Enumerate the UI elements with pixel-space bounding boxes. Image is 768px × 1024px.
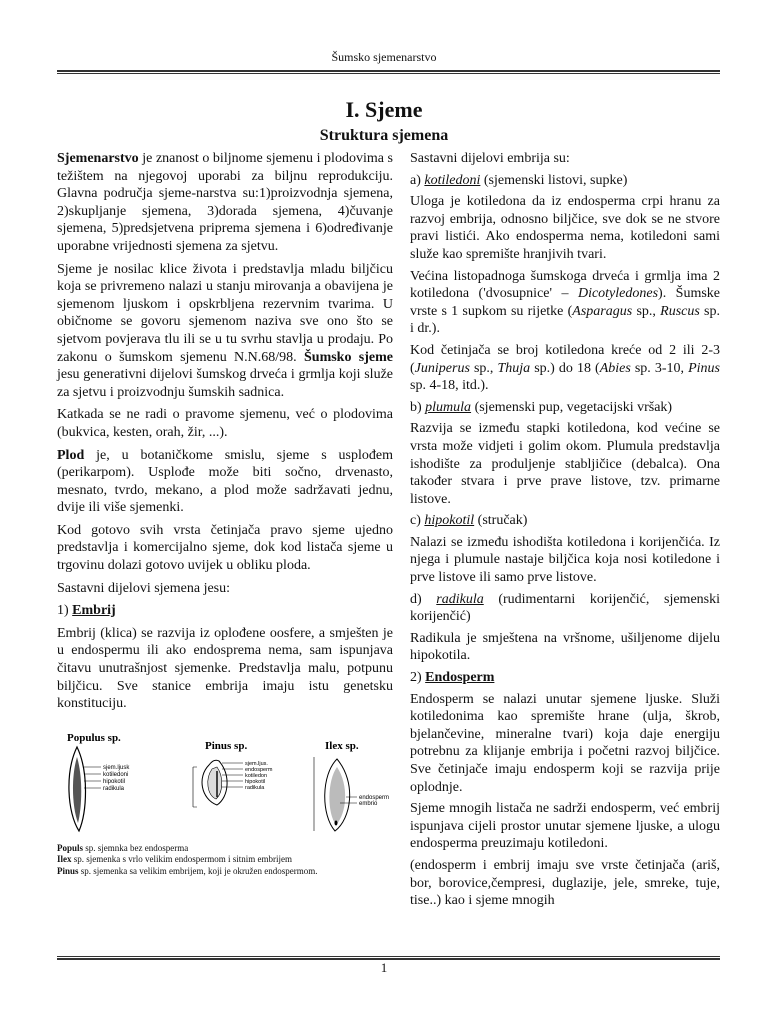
ilex-seed-drawing [314,757,357,831]
figure-caption [57,843,393,878]
paragraph-sjeme: Sjeme je nosilac klice života i predstavlja mladu biljčicu koja se privremeno nalazi u stanju mirovanja a obavijena je sjemenom ljuskom i opskrbljena rezervnim tvarima. U običnome se govoru sjemenom naziva sve ono što se sjetvom povjerava tlu ili se u tu svrhu stavlja u prodaju. Po zakonu o šumskom sjemenu N.N.68/98. Šumsko sjeme jesu generativni dijelovi šumskog drveća i grmlja koji služe za sjetvu i proizvodnju šumskih sadnica. [57,261,393,400]
paragraph-plod: Plod je, u botaničkome smislu, sjeme s usplođem (perikarpom). Usplođe može biti sočno, drvenasto, mesnato, tvrdo, mekano, a plod može sadržavati jednu, dvije ili više sjemenki. [57,447,393,516]
item-kotiledoni: a) kotiledoni (sjemenski listovi, supke) [410,172,628,188]
left-column [57,150,393,877]
section-subtitle: Struktura sjemena [319,127,449,144]
svg-text:sjem.ljus.: sjem.ljus. [245,760,268,767]
paragraph-cetinjace: Kod gotovo svih vrsta četinjača pravo sjeme ujedno predstavlja i komercijalno sjeme, dok kod listača sjeme u trgovinu dolazi gotovo uvijek u obliku ploda. [57,522,393,574]
running-title: Šumsko sjemenarstvo [331,50,437,64]
svg-text:endosperm: endosperm [245,766,273,773]
paragraph-embrij: Embrij (klica) se razvija iz oplođene oosfere, a smješten je u endospermu ili ako endosprema nema, sam ispunjava čitavu unutrašnjost sjemenke. Predstavlja malu, potpunu biljčicu. Sve stanice embrija imaju istu genetsku konstituciju. [57,625,393,712]
paragraph-cetinjace-endosperm: (endosperm i embrij imaju sve vrste četinjača (ariš, bor, borovice,čempresi, duglazije, jele, smreke, tuje, tise..) kao i sjeme mnogih [410,857,720,909]
caption-line: Populs sp. sjemnka bez endosperma [57,842,189,853]
right-column [410,150,720,914]
paragraph-plodovi: Katkada se ne radi o pravome sjemenu, već o plodovima (bukvica, kesten, orah, žir, ...). [57,407,393,440]
item-hipokotil: c) hipokotil (stručak) [410,513,528,529]
paragraph-sjemenarstvo: Sjemenarstvo je znanost o biljnome sjemenu i plodovima s težištem na njegovoj uporabi za biljnu reprodukciju. Glavna područja sjeme-narstva su:1)proizvodnja sjemena, 2)skupljanje sjemena, 3)dorada sjemena, 4)čuvanje sjemena, 5)predsjetvena priprema sjemena i 6)određivanje uporabne vrijednosti sjemena za sjetvu. [57,151,393,254]
paragraph-sastavni-dijelovi: Sastavni dijelovi sjemena jesu: [57,580,231,596]
caption-line: Pinus sp. sjemenka sa velikim embrijem, koji je okružen endospermom. [57,865,318,876]
paragraph-endosperm: Endosperm se nalazi unutar sjemene ljuske. Služi kotiledonima kao spremište hrane (ulja, škrob, bjelančevine, mineralne tvari) koja daje energiju potrebnu za klijanje embrija i početni razvoj biljčice. Sve četinjače imaju endosperm koji se razvija prije oplodnje. [410,691,720,795]
paragraph-plumula: Razvija se između stapki kotiledona, kod većine se vrsta može vidjeti i golim okom. Plumula predstavlja ishodište za produljenje stabljičice (debalca). Ona također stvara i prve prave listove, tzv. primarne listove. [410,421,720,507]
svg-text:embrio: embrio [359,800,378,807]
paragraph-radikula: Radikula je smještena na vršnome, ušiljenome dijelu hipokotila. [410,630,720,664]
heading-embrij: 1) Embrij [57,603,116,619]
svg-text:radikula: radikula [245,784,265,791]
label-pinus: Pinus sp. [205,739,248,752]
svg-text:kotiledon: kotiledon [245,772,268,779]
paragraph-dvosupnice: Većina listopadnoga šumskoga drveća i grmlja ima 2 kotiledona ('dvosupnice' – Dicotyledones). Šumske vrste s 1 supkom su rijetke (Asparagus sp., Ruscus sp. i dr.). [410,268,721,337]
svg-text:endosperm: endosperm [359,794,390,801]
term-plod: Plod [57,447,85,463]
populus-seed-drawing [69,747,101,831]
paragraph-broj-kotiledona: Kod četinjača se broj kotiledona kreće od 2 ili 2-3 (Juniperus sp., Thuja sp.) do 18 (Abies sp. 3-10, Pinus sp. 4-18, itd.). [410,342,720,394]
term-sumsko-sjeme: Šumsko sjeme [304,349,393,365]
chapter-title: I. Sjeme [345,97,423,122]
caption-line: Ilex sp. sjemenka s vrlo velikim endospermom i sitnim embrijem [57,854,292,865]
paragraph-listace: Sjeme mnogih listača ne sadrži endosperm, već embrij ispunjava cijeli prostor unutar sjemene ljuske, a ulogu endosperma preuzimaju kotiledoni. [410,801,720,852]
heading-endosperm: 2) Endosperm [410,670,495,686]
svg-text:kotiledoni: kotiledoni [103,771,129,778]
pinus-seed-drawing [193,760,243,807]
seed-diagrams [57,727,393,843]
svg-text:sjem.ljusk: sjem.ljusk [103,764,130,771]
label-ilex: Ilex sp. [325,739,359,752]
svg-text:hipokotil: hipokotil [103,778,126,785]
svg-text:hipokotil: hipokotil [245,778,266,785]
paragraph-uloga-kotiledona: Uloga je kotiledona da iz endosperma crpi hranu za razvoj embrija, odnosno biljčice, sve dok se ne stvore pravi listići. Ako endosperma nema, kotiledoni sami služe kao spremište hranjivih tvari. [410,194,720,262]
item-radikula: d) radikula (rudimentarni korijenčić, sjemenski korijenčić) [410,591,720,625]
svg-text:radikula: radikula [103,785,125,792]
page-number: 1 [380,960,388,975]
label-populus: Populus sp. [67,731,121,744]
paragraph-hipokotil: Nalazi se između ishodišta kotiledona i korijenčića. Iz njega i plumule nastaje biljčica koja nosi kotiledone i prve listove ili samo prve listove. [410,534,720,586]
header-rule [57,70,720,74]
term-sjemenarstvo: Sjemenarstvo [57,151,139,166]
item-plumula: b) plumula (sjemenski pup, vegetacijski vršak) [410,399,673,415]
seed-figure [57,727,393,843]
paragraph-embrij-dijelovi: Sastavni dijelovi embrija su: [410,151,570,166]
